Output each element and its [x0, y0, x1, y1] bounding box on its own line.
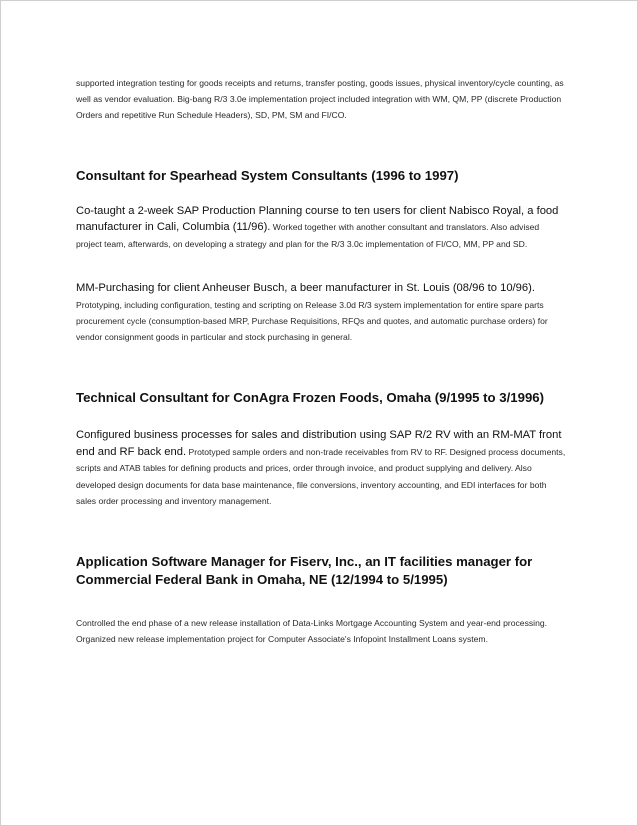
entry-fiserv [76, 615, 566, 647]
entry-conagra [76, 427, 566, 509]
section-heading-fiserv: Application Software Manager for Fiserv, Inc., an IT facilities manager for Commercial Federal Bank in Omaha, NE (12/1994 to 5/1995) [76, 554, 533, 587]
entry-detail: Prototyping, including configuration, testing and scripting on Release 3.0d R/3 system implementation for entire spare parts procurement cycle (consumption-based MRP, Purchase Requisitions, RFQs and quotes, and automatic purchase orders) for vendor consignment goods in particular and stock purchasing in general. [76, 299, 548, 342]
section-heading-conagra: Technical Consultant for ConAgra Frozen Foods, Omaha (9/1995 to 3/1996) [76, 390, 545, 406]
section-heading-spearhead: Consultant for Spearhead System Consultants (1996 to 1997) [76, 167, 459, 183]
entry-detail: Controlled the end phase of a new release installation of Data-Links Mortgage Accounting System and year-end processing. Organized new release implementation project for Computer Associate's Infopoint Installment Loans system. [76, 618, 548, 645]
intro-paragraph: supported integration testing for goods receipts and returns, transfer posting, goods issues, physical inventory/cycle counting, as well as vendor evaluation. Big-bang R/3 3.0e implementation project included integration with WM, QM, PP (discrete Production Orders and repetitive Run Schedule Headers), SD, PM, SM and FI/CO. [76, 78, 564, 121]
entry-detail: Worked together with another consultant and translators. Also advised project team, afterwards, on developing a strategy and plan for the R/3 3.0c implementation of FI/CO, MM, PP and SD. [76, 222, 540, 249]
entry-lead: Configured business processes for sales and distribution using SAP R/2 RV with an RM-MAT front end and RF back end. [76, 429, 562, 458]
entry-nabisco [76, 203, 566, 252]
page-content [76, 75, 566, 647]
entry-lead: Co-taught a 2-week SAP Production Planning course to ten users for client Nabisco Royal, a food manufacturer in Cali, Columbia (11/96). [76, 204, 559, 234]
entry-lead: MM-Purchasing for client Anheuser Busch, a beer manufacturer in St. Louis (08/96 to 10/96). [76, 282, 535, 294]
entry-anheuser-busch [76, 280, 566, 345]
entry-detail: Prototyped sample orders and non-trade receivables from RV to RF. Designed process documents, scripts and ATAB tables for defining products and prices, order through invoice, and product supplying and delivery. Also developed design documents for data base maintenance, file conversions, inventory accounting, and EDI interfaces for both sales order processing and inventory management. [76, 446, 566, 506]
